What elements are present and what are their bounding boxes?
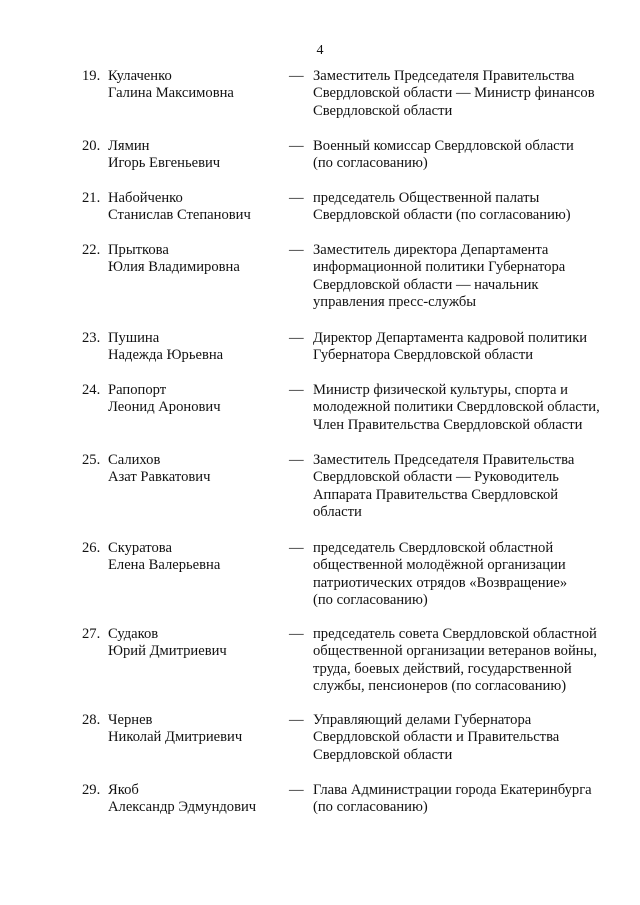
role-line: Свердловской области: [313, 102, 453, 119]
role-line: патриотических отрядов «Возвращение»: [313, 574, 568, 591]
member-surname: Прыткова: [108, 242, 169, 258]
role-line: области: [313, 504, 362, 521]
separator-dash: —: [289, 452, 304, 468]
separator-dash: —: [289, 382, 304, 398]
separator-dash: —: [289, 190, 304, 206]
separator-dash: —: [289, 138, 304, 154]
member-role: [313, 712, 613, 764]
member-name: [108, 540, 284, 575]
member-name: [108, 68, 284, 103]
member-name: [108, 782, 284, 817]
role-line: Свердловской области (по согласованию): [313, 207, 571, 224]
member-role: [313, 68, 613, 120]
separator-dash: —: [289, 712, 304, 728]
role-line: Свердловской области — Министр финансов: [313, 85, 595, 102]
entry-number: 28.: [82, 712, 101, 728]
role-line: Военный комиссар Свердловской области: [313, 138, 574, 154]
role-line: Управляющий делами Губернатора: [313, 712, 532, 728]
role-line: Аппарата Правительства Свердловской: [313, 486, 559, 503]
member-role: [313, 242, 613, 312]
member-role: [313, 138, 613, 173]
role-line: Свердловской области — Руководитель: [313, 469, 559, 486]
member-surname: Якоб: [108, 782, 139, 798]
entry-number: 26.: [82, 540, 101, 556]
member-role: [313, 452, 613, 522]
page-number: 4: [316, 43, 324, 58]
role-line: молодежной политики Свердловской области,: [313, 399, 600, 416]
role-line: председатель совета Свердловской областной: [313, 626, 597, 642]
member-given-names: Леонид Аронович: [108, 399, 221, 416]
member-name: [108, 190, 284, 225]
member-role: [313, 190, 613, 225]
separator-dash: —: [289, 242, 304, 258]
role-line: Свердловской области — начальник: [313, 276, 539, 293]
role-line: Свердловской области: [313, 746, 453, 763]
member-name: [108, 330, 284, 365]
member-role: [313, 626, 613, 696]
member-name: [108, 382, 284, 417]
role-line: Свердловской области и Правительства: [313, 729, 560, 746]
separator-dash: —: [289, 68, 304, 84]
entry-number: 21.: [82, 190, 101, 206]
role-line: труда, боевых действий, государственной: [313, 660, 572, 677]
member-name: [108, 242, 284, 277]
entry-number: 27.: [82, 626, 101, 642]
member-surname: Салихов: [108, 452, 161, 468]
role-line: (по согласованию): [313, 799, 428, 816]
role-line: Заместитель Председателя Правительства: [313, 68, 575, 84]
role-line: общественной организации ветеранов войны,: [313, 643, 598, 660]
role-line: Директор Департамента кадровой политики: [313, 330, 588, 346]
entry-number: 29.: [82, 782, 101, 798]
role-line: председатель Общественной палаты: [313, 190, 540, 206]
role-line: Член Правительства Свердловской области: [313, 416, 583, 433]
role-line: Заместитель директора Департамента: [313, 242, 549, 258]
separator-dash: —: [289, 782, 304, 798]
role-line: (по согласованию): [313, 592, 428, 609]
member-role: [313, 382, 613, 434]
member-name: [108, 452, 284, 487]
member-role: [313, 330, 613, 365]
member-given-names: Юрий Дмитриевич: [108, 643, 227, 660]
entry-number: 20.: [82, 138, 101, 154]
member-surname: Набойченко: [108, 190, 183, 206]
entry-number: 24.: [82, 382, 101, 398]
role-line: службы, пенсионеров (по согласованию): [313, 678, 567, 695]
member-role: [313, 782, 613, 817]
role-line: общественной молодёжной организации: [313, 557, 566, 574]
role-line: управления пресс-службы: [313, 294, 477, 311]
role-line: (по согласованию): [313, 155, 428, 172]
separator-dash: —: [289, 330, 304, 346]
entry-number: 23.: [82, 330, 101, 346]
member-surname: Лямин: [108, 138, 150, 154]
role-line: Министр физической культуры, спорта и: [313, 382, 568, 398]
member-given-names: Галина Максимовна: [108, 85, 234, 102]
member-surname: Рапопорт: [108, 382, 167, 398]
member-given-names: Станислав Степанович: [108, 207, 251, 224]
role-line: информационной политики Губернатора: [313, 259, 566, 276]
member-name: [108, 138, 284, 173]
member-given-names: Юлия Владимировна: [108, 259, 240, 276]
role-line: председатель Свердловской областной: [313, 540, 554, 556]
entry-number: 22.: [82, 242, 101, 258]
member-given-names: Азат Равкатович: [108, 469, 211, 486]
member-given-names: Александр Эдмундович: [108, 799, 257, 816]
member-surname: Скуратова: [108, 540, 172, 556]
role-line: Глава Администрации города Екатеринбурга: [313, 782, 592, 798]
member-surname: Пушина: [108, 330, 160, 346]
entry-number: 25.: [82, 452, 101, 468]
member-surname: Кулаченко: [108, 68, 172, 84]
role-line: Заместитель Председателя Правительства: [313, 452, 575, 468]
member-given-names: Игорь Евгеньевич: [108, 155, 221, 172]
role-line: Губернатора Свердловской области: [313, 347, 534, 364]
entry-number: 19.: [82, 68, 101, 84]
member-role: [313, 540, 613, 610]
member-surname: Чернев: [108, 712, 153, 728]
separator-dash: —: [289, 626, 304, 642]
member-surname: Судаков: [108, 626, 159, 642]
separator-dash: —: [289, 540, 304, 556]
member-name: [108, 626, 284, 661]
member-name: [108, 712, 284, 747]
member-given-names: Елена Валерьевна: [108, 557, 221, 574]
member-given-names: Надежда Юрьевна: [108, 347, 224, 364]
member-given-names: Николай Дмитриевич: [108, 729, 243, 746]
